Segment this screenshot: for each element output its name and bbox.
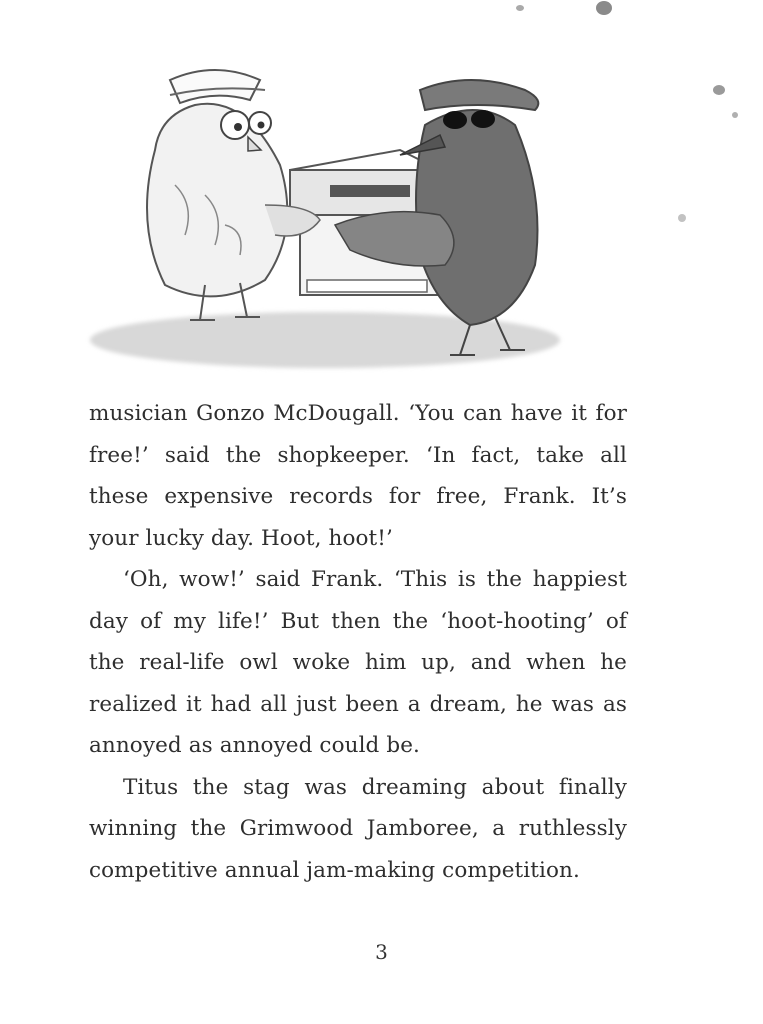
paragraph: musician Gonzo McDougall. ‘You can have it for free!’ said the shopkeeper. ‘In fact, take all these expensive records for free, Frank. It’s your lucky day. Hoot, hoot!’ [89, 401, 627, 551]
ink-speck-icon [590, 0, 620, 24]
story-text [89, 393, 627, 891]
ink-speck-icon [705, 70, 745, 130]
ink-speck-icon [510, 0, 530, 20]
owl-and-crow-illustration [75, 55, 575, 385]
paragraph: Titus the stag was dreaming about finally winning the Grimwood Jamboree, a ruthlessly competitive annual jam-making competition. [89, 774, 627, 883]
ink-speck-icon [670, 200, 700, 240]
page-number: 3 [375, 940, 388, 964]
paragraph: ‘Oh, wow!’ said Frank. ‘This is the happiest day of my life!’ But then the ‘hoot-hooting’ of the real-life owl woke him up, and when he realized it had all just been a dream, he was as annoyed as annoyed could be. [89, 567, 627, 758]
